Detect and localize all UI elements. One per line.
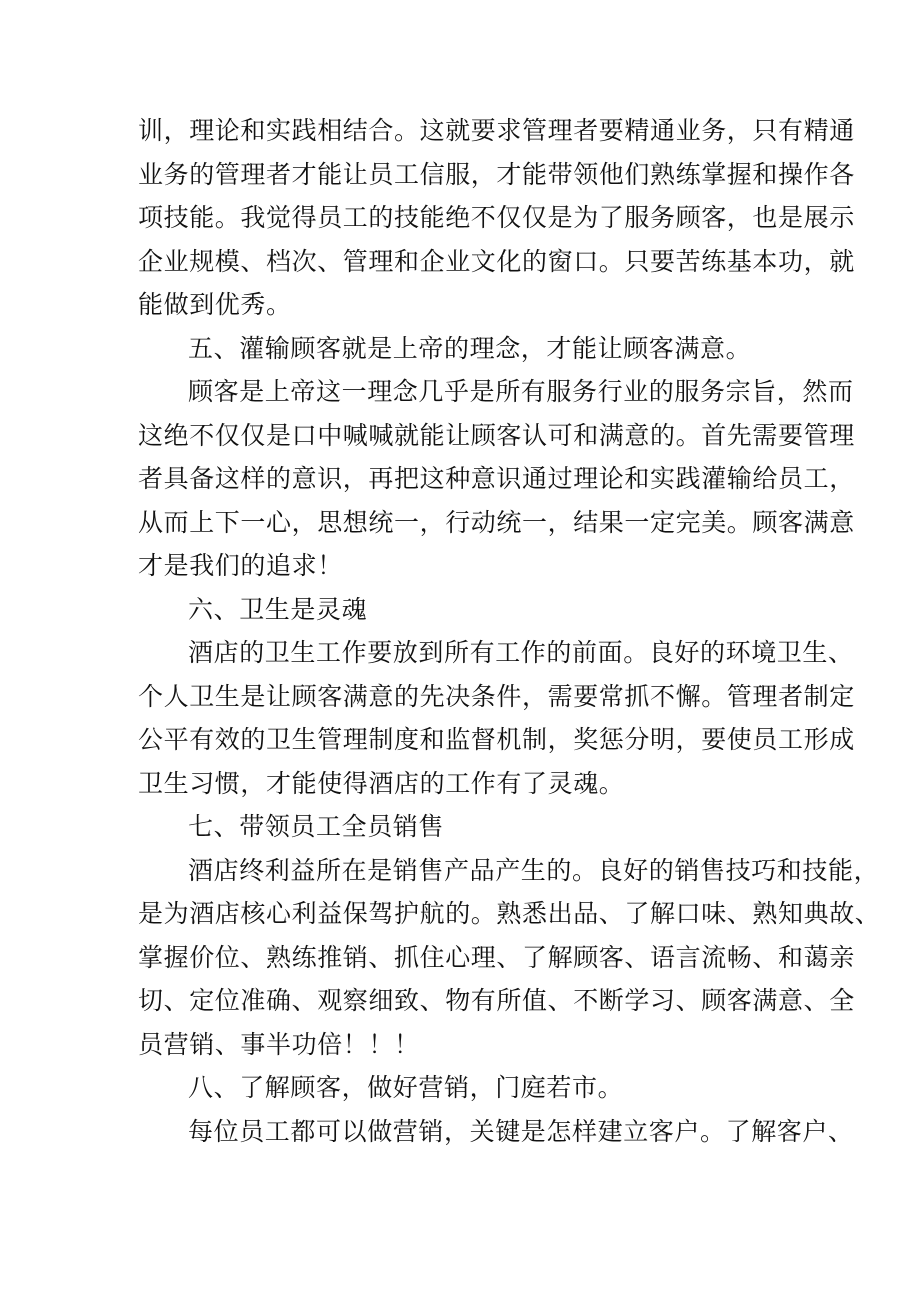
text-line: 酒店终利益所在是销售产品产生的。良好的销售技巧和技能， bbox=[188, 855, 880, 885]
text-line: 员营销、事半功倍！！！ bbox=[138, 1029, 420, 1059]
text-line: 掌握价位、熟练推销、抓住心理、了解顾客、语言流畅、和蔼亲 bbox=[138, 942, 855, 972]
text-line: 是为酒店核心利益保驾护航的。熟悉出品、了解口味、熟知典故、 bbox=[138, 899, 881, 928]
document-page bbox=[138, 109, 881, 1153]
paragraph-hygiene bbox=[138, 631, 855, 805]
text-line: 个人卫生是让顾客满意的先决条件，需要常抓不懈。管理者制定 bbox=[138, 681, 855, 711]
text-line: 酒店的卫生工作要放到所有工作的前面。良好的环境卫生、 bbox=[188, 638, 854, 667]
section-heading-5 bbox=[138, 327, 786, 371]
text-line: 卫生习惯，才能使得酒店的工作有了灵魂。 bbox=[138, 768, 625, 798]
heading-line: 八、了解顾客，做好营销，门庭若市。 bbox=[188, 1073, 624, 1102]
text-line: 项技能。我觉得员工的技能绝不仅仅是为了服务顾客，也是展示 bbox=[138, 203, 855, 232]
paragraph-marketing bbox=[138, 1110, 854, 1154]
text-line: 顾客是上帝这一理念几乎是所有服务行业的服务宗旨，然而 bbox=[188, 377, 854, 406]
heading-line: 六、卫生是灵魂 bbox=[188, 594, 368, 624]
text-line: 业务的管理者才能让员工信服，才能带领他们熟练掌握和操作各 bbox=[138, 159, 855, 189]
text-line: 从而上下一心，思想统一，行动统一，结果一定完美。顾客满意 bbox=[138, 507, 855, 537]
paragraph-customer-god bbox=[138, 370, 855, 588]
text-line: 训，理论和实践相结合。这就要求管理者要精通业务，只有精通 bbox=[138, 116, 855, 145]
text-line: 企业规模、档次、管理和企业文化的窗口。只要苦练基本功，就 bbox=[138, 246, 855, 276]
text-line: 能做到优秀。 bbox=[138, 290, 292, 319]
text-line: 切、定位准确、观察细致、物有所值、不断学习、顾客满意、全 bbox=[138, 986, 855, 1015]
section-heading-7 bbox=[138, 805, 786, 849]
text-line: 公平有效的卫生管理制度和监督机制，奖惩分明，要使员工形成 bbox=[138, 725, 855, 754]
paragraph-sales bbox=[138, 849, 881, 1067]
text-line: 每位员工都可以做营销，关键是怎样建立客户。了解客户、 bbox=[188, 1116, 854, 1146]
paragraph-training-continued bbox=[138, 109, 855, 327]
heading-line: 五、灌输顾客就是上帝的理念，才能让顾客满意。 bbox=[188, 333, 752, 363]
heading-line: 七、带领员工全员销售 bbox=[188, 812, 445, 841]
text-line: 者具备这样的意识，再把这种意识通过理论和实践灌输给员工， bbox=[138, 464, 855, 493]
section-heading-8 bbox=[138, 1066, 786, 1110]
section-heading-6 bbox=[138, 588, 786, 632]
text-line: 才是我们的追求！ bbox=[138, 551, 343, 580]
text-line: 这绝不仅仅是口中喊喊就能让顾客认可和满意的。首先需要管理 bbox=[138, 420, 855, 450]
